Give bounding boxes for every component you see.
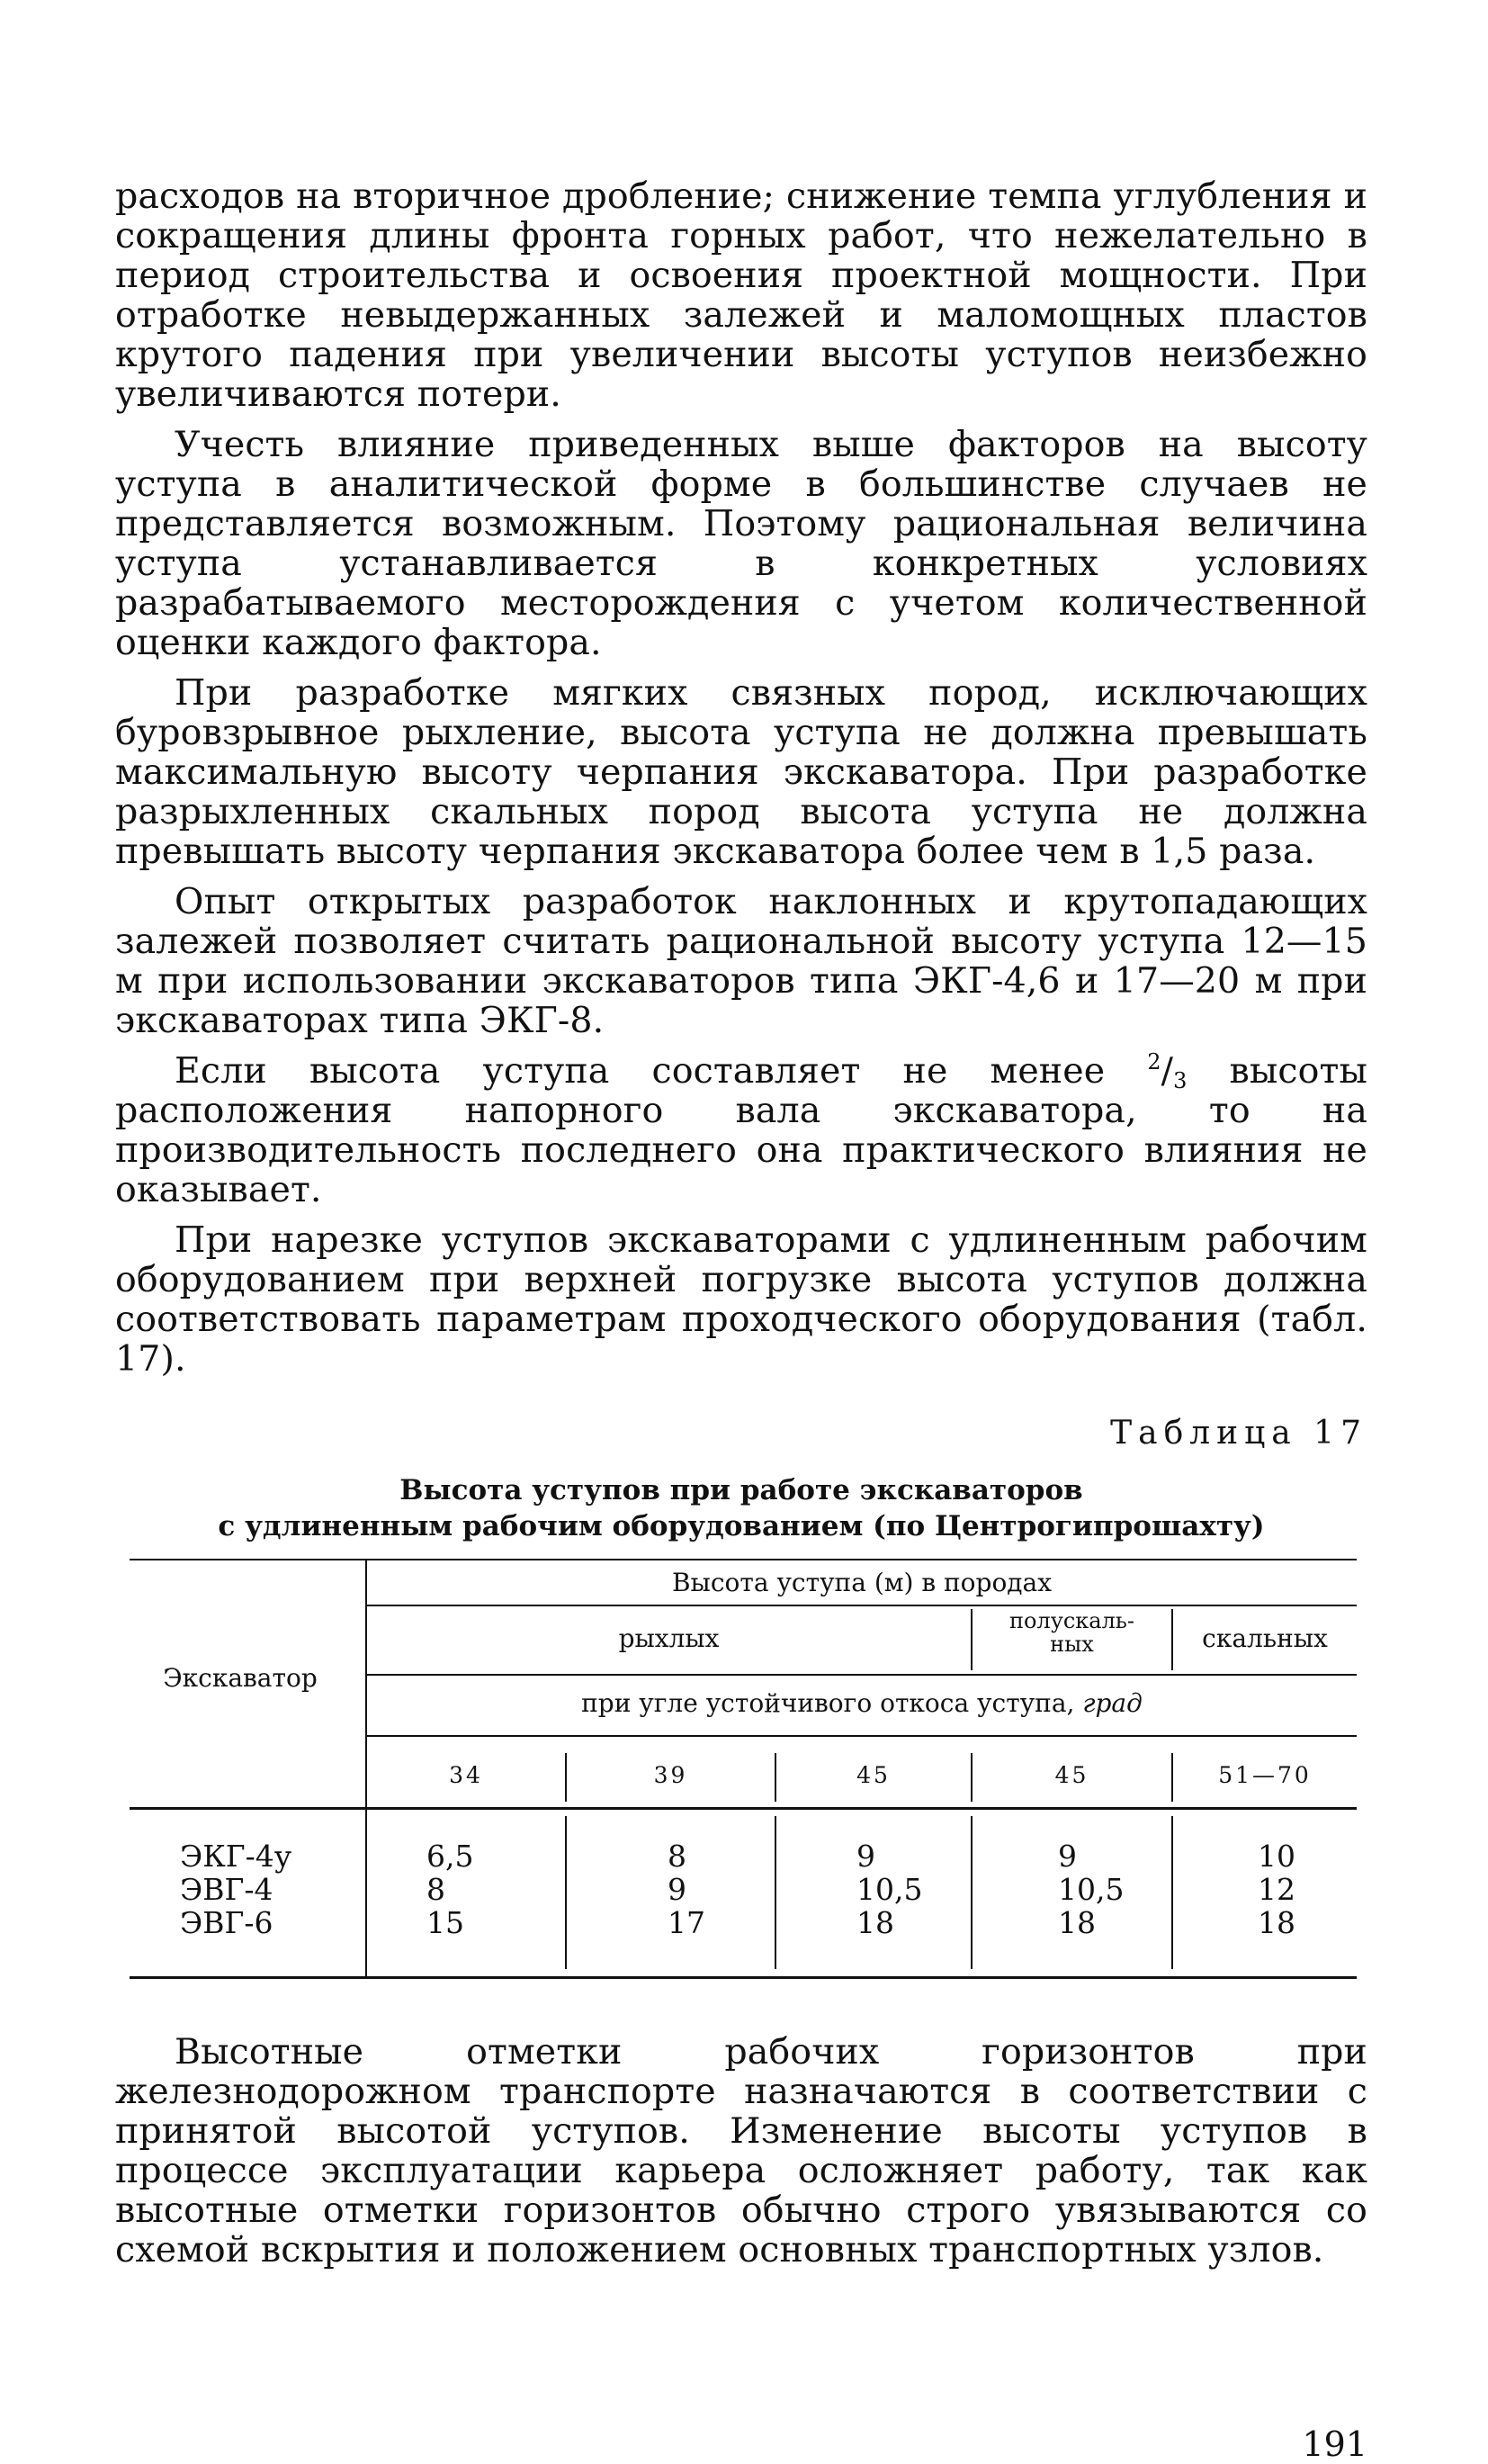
values-col-3	[856, 1839, 922, 1939]
table-row-2-excavator: ЭВГ-4	[180, 1872, 273, 1907]
angle-col-1: 34	[449, 1762, 483, 1788]
header-rock-loose: рыхлых	[618, 1623, 720, 1653]
page-number: 191	[1302, 2424, 1367, 2464]
header-rock-semi	[973, 1609, 1171, 1656]
rule-under-angle	[367, 1735, 1357, 1737]
table-cell: 10,5	[1058, 1872, 1125, 1907]
header-angle-unit: град	[1082, 1688, 1143, 1718]
header-angle	[367, 1688, 1357, 1718]
value-divider-2	[775, 1816, 776, 1969]
table-cell: 18	[1258, 1905, 1295, 1940]
table-row-3-excavator: ЭВГ-6	[180, 1905, 273, 1940]
table-cell: 9	[856, 1839, 875, 1874]
table-cell: 15	[426, 1905, 464, 1940]
table-cell: 18	[856, 1905, 894, 1940]
paragraph-5-after: высоты расположения напорного вала экскаватора, то на производительность последнего она практического влияния не оказывает.	[115, 1050, 1368, 1210]
table-title	[115, 1472, 1367, 1544]
page	[115, 175, 1368, 2464]
value-divider-3	[971, 1816, 973, 1969]
value-divider-4	[1171, 1816, 1173, 1969]
fraction-denominator: 3	[1173, 1068, 1188, 1093]
table-top-rule	[130, 1559, 1357, 1560]
angle-col-5: 51—70	[1218, 1762, 1312, 1788]
header-rock-hard: скальных	[1202, 1623, 1328, 1653]
fraction-slash: /	[1161, 1050, 1174, 1092]
header-height: Высота уступа (м) в породах	[671, 1568, 1053, 1597]
angle-col-2: 39	[653, 1762, 688, 1788]
table-title-line-1: Высота уступов при работе экскаваторов	[399, 1474, 1083, 1506]
closing-paragraph: Высотные отметки рабочих горизонтов при железнодорожном транспорте назначаются в соответствии с принятой высотой уступов. Изменение высоты уступов в процессе эксплуатации карьера осложняет работу, так как высотные отметки горизонтов обычно строго увязываются со схемой вскрытия и положением основных транспортных узлов.	[115, 2031, 1367, 2271]
table-title-line-2: с удлиненным рабочим оборудованием (по Центрогипрошахту)	[218, 1510, 1265, 1542]
value-divider-1	[565, 1816, 567, 1969]
header-rock-semi-line-1: полускаль-	[1009, 1608, 1134, 1633]
excavator-names	[180, 1839, 291, 1939]
paragraph-5	[115, 1051, 1367, 1210]
closing-section	[115, 2032, 1367, 2280]
table-cell: 8	[426, 1872, 445, 1907]
table-cell: 17	[668, 1905, 705, 1940]
table-cell: 9	[1058, 1839, 1077, 1874]
paragraph-3: При разработке мягких связных пород, исключающих буровзрывное рыхление, высота уступа не должна превышать максимальную высоту черпания экскаватора. При разработке разрыхленных скальных пород высота уступа не должна превышать высоту черпания экскаватора более чем в 1,5 раза.	[115, 672, 1367, 872]
data-table	[115, 1559, 1367, 1982]
angle-col-4: 45	[1054, 1762, 1089, 1788]
rule-header-bottom	[130, 1807, 1357, 1810]
paragraph-2: Учесть влияние приведенных выше факторов на высоту уступа в аналитической форме в большинстве случаев не представляется возможным. Поэтому рациональная величина уступа устанавливается в конкретных условиях разрабатываемого месторождения с учетом количественной оценки каждого фактора.	[115, 424, 1367, 663]
table-cell: 10	[1258, 1839, 1295, 1874]
values-col-5	[1258, 1839, 1295, 1939]
values-col-1	[426, 1839, 473, 1939]
table-bottom-rule	[130, 1976, 1357, 1979]
fraction-numerator: 2	[1147, 1049, 1161, 1075]
angle-col-3: 45	[856, 1762, 891, 1788]
values-col-2	[668, 1839, 705, 1939]
values-col-4	[1058, 1839, 1124, 1939]
table-label: Таблица 17	[1110, 1415, 1367, 1452]
table-cell: 10,5	[856, 1872, 923, 1907]
rule-under-rocks	[367, 1674, 1357, 1676]
header-rock-semi-line-2: ных	[1050, 1632, 1094, 1657]
paragraph-1: расходов на вторичное дробление; снижение темпа углубления и сокращения длины фронта горных работ, что нежелательно в период строительства и освоения проектной мощности. При отработке невыдержанных залежей и маломощных пластов крутого падения при увеличении высоты уступов неизбежно увеличиваются потери.	[115, 175, 1367, 415]
table-cell: 12	[1258, 1872, 1295, 1907]
header-excavator: Экскаватор	[163, 1663, 318, 1693]
table-cell: 8	[668, 1839, 686, 1874]
table-cell: 9	[668, 1872, 686, 1907]
rule-under-height	[367, 1605, 1357, 1606]
table-cell: 18	[1058, 1905, 1096, 1940]
header-angle-text: при угле устойчивого откоса уступа,	[581, 1688, 1083, 1718]
paragraph-6: При нарезке уступов экскаваторами с удлиненным рабочим оборудованием при верхней погрузке высота уступов должна соответствовать параметрам проходческого оборудования (табл. 17).	[115, 1219, 1367, 1380]
paragraph-4: Опыт открытых разработок наклонных и крутопадающих залежей позволяет считать рациональной высоту уступа 12—15 м при использовании экскаваторов типа ЭКГ-4,6 и 17—20 м при экскаваторах типа ЭКГ-8.	[115, 881, 1367, 1041]
paragraph-5-before: Если высота уступа составляет не менее	[175, 1050, 1106, 1092]
table-cell: 6,5	[426, 1839, 474, 1874]
table-row-1-excavator: ЭКГ-4у	[180, 1839, 292, 1874]
